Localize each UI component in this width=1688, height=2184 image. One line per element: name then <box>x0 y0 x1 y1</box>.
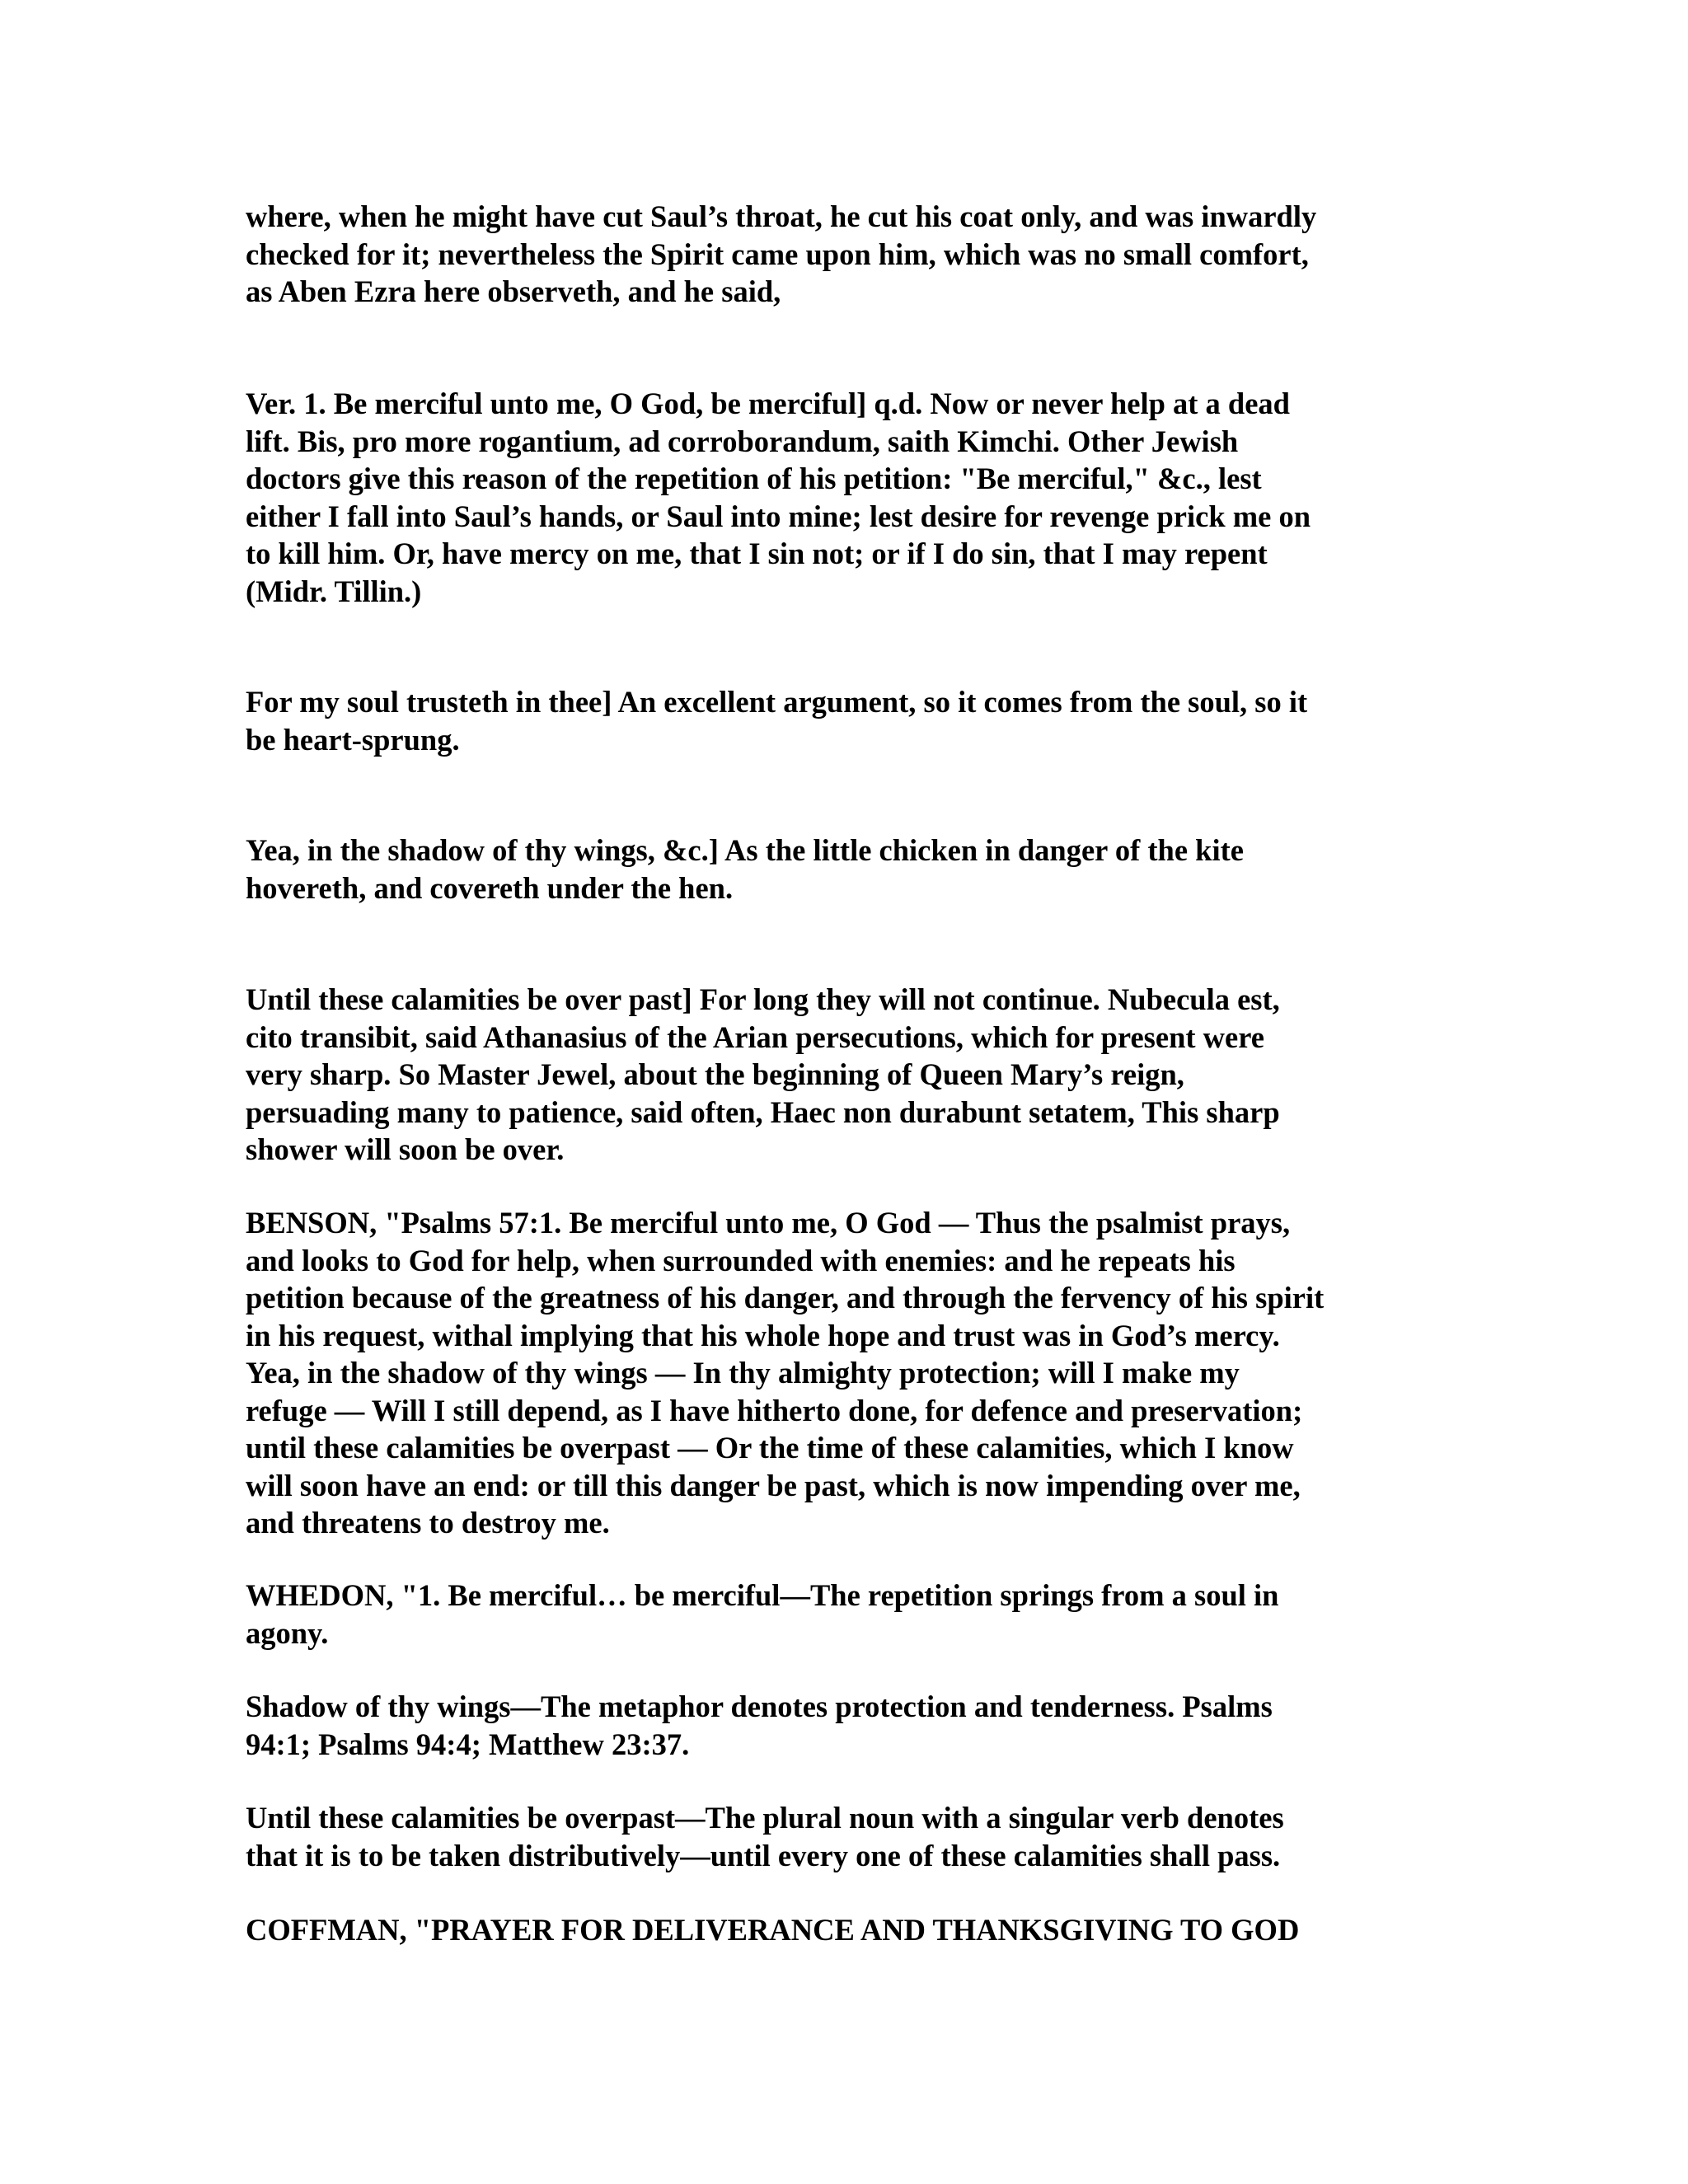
text-line: Shadow of thy wings—The metaphor denotes protection and tenderness. Psalms <box>246 1690 1273 1723</box>
text-line: cito transibit, said Athanasius of the Arian persecutions, which for present were <box>246 1019 1264 1054</box>
paragraph-soul-trusteth <box>246 683 1432 758</box>
text-line: where, when he might have cut Saul’s throat, he cut his coat only, and was inwardly <box>246 199 1317 233</box>
text-line: Until these calamities be overpast—The plural noun with a singular verb denotes <box>246 1801 1284 1835</box>
paragraph-benson <box>246 1204 1432 1542</box>
text-line: that it is to be taken distributively—until every one of these calamities shall pass. <box>246 1838 1281 1872</box>
paragraph-whedon <box>246 1577 1432 1652</box>
paragraph-shadow-wings <box>246 832 1432 907</box>
text-line: For my soul trusteth in thee] An excellent argument, so it comes from the soul, so it <box>246 685 1308 719</box>
text-line: in his request, withal implying that his whole hope and trust was in God’s mercy. <box>246 1318 1280 1352</box>
text-line: petition because of the greatness of his danger, and through the fervency of his spirit <box>246 1281 1325 1315</box>
text-line: checked for it; nevertheless the Spirit came upon him, which was no small comfort, <box>246 237 1309 271</box>
text-line: Ver. 1. Be merciful unto me, O God, be merciful] q.d. Now or never help at a dead <box>246 387 1290 420</box>
text-line: lift. Bis, pro more rogantium, ad corroborandum, saith Kimchi. Other Jewish <box>246 424 1239 458</box>
paragraph-saul-coat <box>246 198 1432 311</box>
text-line: COFFMAN, "PRAYER FOR DELIVERANCE AND THANKSGIVING TO GOD <box>246 1913 1300 1947</box>
text-line: Yea, in the shadow of thy wings, &c.] As the little chicken in danger of the kite <box>246 833 1244 867</box>
text-line: as Aben Ezra here observeth, and he said, <box>246 274 781 308</box>
text-line: (Midr. Tillin.) <box>246 574 422 608</box>
text-line: BENSON, "Psalms 57:1. Be merciful unto me, O God — Thus the psalmist prays, <box>246 1206 1291 1240</box>
paragraph-coffman <box>246 1911 1432 1949</box>
text-line: be heart-sprung. <box>246 722 460 757</box>
text-line: Yea, in the shadow of thy wings — In thy almighty protection; will I make my <box>246 1356 1240 1390</box>
text-line: refuge — Will I still depend, as I have hitherto done, for defence and preservation; <box>246 1393 1303 1427</box>
text-line: and threatens to destroy me. <box>246 1506 610 1540</box>
text-line: will soon have an end: or till this danger be past, which is now impending over me, <box>246 1468 1301 1502</box>
text-line: persuading many to patience, said often, Haec non durabunt setatem, This sharp <box>246 1094 1280 1129</box>
text-line: to kill him. Or, have mercy on me, that I sin not; or if I do sin, that I may repent <box>246 537 1268 570</box>
text-line: WHEDON, "1. Be merciful… be merciful—The repetition springs from a soul in <box>246 1578 1279 1612</box>
paragraph-plural-noun <box>246 1799 1432 1874</box>
text-line: Until these calamities be over past] For long they will not continue. Nubecula est, <box>246 982 1280 1016</box>
paragraph-calamities-over-past <box>246 981 1432 1169</box>
text-line: until these calamities be overpast — Or the time of these calamities, which I know <box>246 1431 1294 1465</box>
text-line: either I fall into Saul’s hands, or Saul into mine; lest desire for revenge prick me on <box>246 499 1311 533</box>
text-line: doctors give this reason of the repetition of his petition: "Be merciful," &c., lest <box>246 462 1262 495</box>
text-line: agony. <box>246 1615 329 1650</box>
text-line: hovereth, and covereth under the hen. <box>246 870 734 905</box>
text-line: and looks to God for help, when surrounded with enemies: and he repeats his <box>246 1243 1236 1277</box>
text-line: very sharp. So Master Jewel, about the beginning of Queen Mary’s reign, <box>246 1057 1184 1091</box>
text-line: shower will soon be over. <box>246 1132 565 1166</box>
paragraph-shadow-metaphor <box>246 1688 1432 1763</box>
text-line: 94:1; Psalms 94:4; Matthew 23:37. <box>246 1727 690 1761</box>
paragraph-ver-1 <box>246 385 1432 610</box>
